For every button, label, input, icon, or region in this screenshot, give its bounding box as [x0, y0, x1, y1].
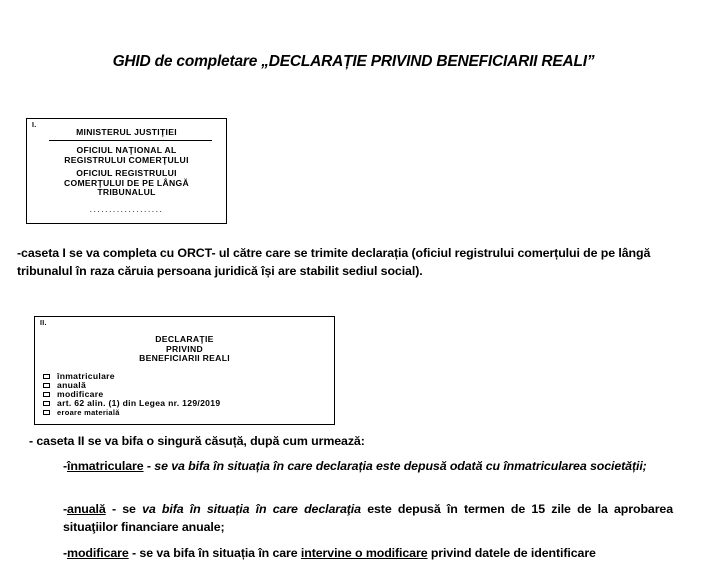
option-label: anuală: [57, 379, 87, 390]
paragraph-box-two: - caseta II se va bifa o singură căsuță, după cum urmează:: [29, 434, 365, 448]
checkbox-icon: [43, 401, 50, 406]
item-text-a: se va bifa în situația în care: [139, 546, 301, 560]
item-term: modificare: [67, 546, 129, 560]
box-two: [34, 316, 335, 425]
item-text-b: intervine o modificare: [300, 546, 428, 560]
option-label: art. 62 alin. (1) din Legea nr. 129/2019: [57, 397, 221, 408]
box-two-number: II.: [40, 320, 47, 327]
item-separator: -: [143, 459, 155, 473]
box-two-options: [43, 372, 220, 417]
box-one: [26, 118, 227, 224]
box-one-blank: ...................: [89, 204, 164, 214]
paragraph-box-one: -caseta I se va completa cu ORCT- ul către care se trimite declarația (oficiul registrului comerțului de pe lângă tribunalul în raza căruia persoana juridică își are stabilit sediul social).: [17, 246, 651, 278]
box-one-ministry: MINISTERUL JUSTIŢIEI: [76, 127, 177, 137]
item-dash: -: [63, 459, 68, 473]
item-text-b: va bifa în situația în care declaraţia: [142, 502, 361, 516]
item-text-c: este depusă în termen de 15 zile de la aprobarea situaţiilor financiare anuale;: [63, 502, 674, 534]
item-modificare: [63, 544, 673, 562]
checkbox-icon: [43, 383, 50, 388]
option-label: eroare materială: [57, 407, 120, 417]
item-inmatriculare: [63, 457, 673, 475]
option-eroare: [43, 408, 220, 417]
checkbox-icon: [43, 392, 50, 397]
item-term: anuală: [67, 502, 106, 516]
option-label: înmatriculare: [57, 370, 115, 381]
item-dash: -: [63, 502, 68, 516]
item-text: se va bifa în situația în care declarația este depusă odată cu înmatricularea societății;: [154, 459, 647, 473]
checkbox-icon: [43, 410, 50, 415]
box-one-divider: [49, 140, 212, 141]
option-art-62: [43, 399, 220, 408]
item-text-a: se: [122, 502, 143, 516]
item-separator: -: [105, 502, 123, 516]
item-anuala: [63, 500, 673, 536]
box-two-heading: DECLARAŢIE PRIVIND BENEFICIARII REALI: [139, 334, 230, 363]
item-dash: -: [63, 546, 68, 560]
checkbox-icon: [43, 374, 50, 379]
item-term: înmatriculare: [67, 459, 144, 473]
box-one-orct: OFICIUL REGISTRULUI COMERŢULUI DE PE LÂNGĂ TRIBUNALUL: [63, 168, 189, 197]
item-text-c: privind datele de identificare: [427, 546, 596, 560]
page-title: GHID de completare „DECLARAȚIE PRIVIND BENEFICIARII REALI”: [112, 53, 595, 70]
item-separator: -: [128, 546, 140, 560]
option-label: modificare: [57, 388, 104, 399]
box-one-number: I.: [32, 122, 37, 129]
box-one-onrc: OFICIUL NAŢIONAL AL REGISTRULUI COMERŢULUI: [64, 145, 189, 165]
